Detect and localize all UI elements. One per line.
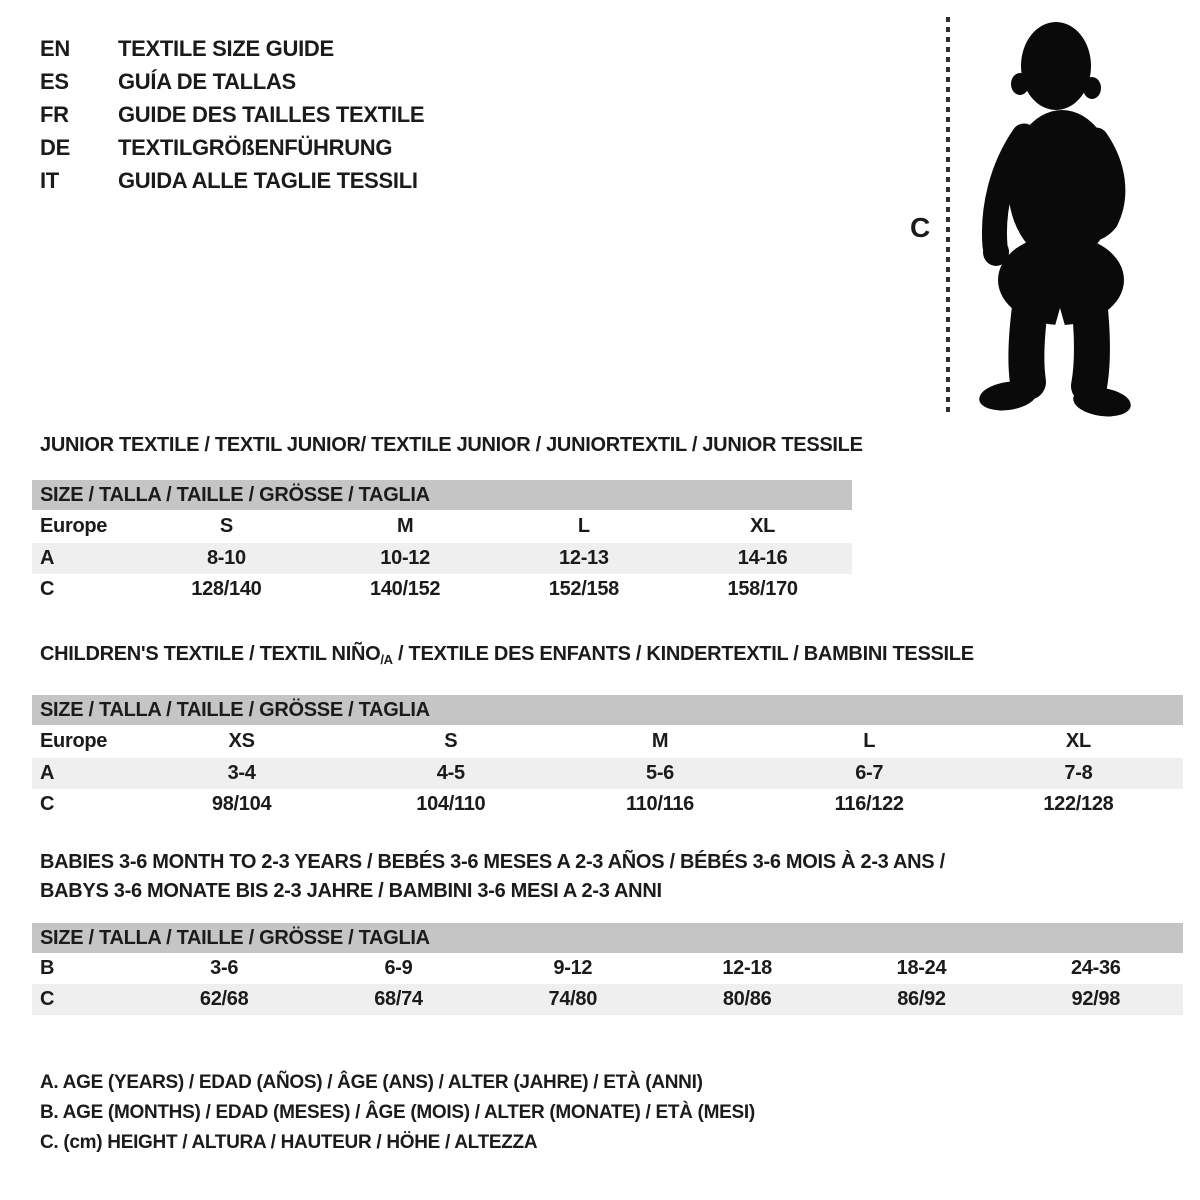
language-row	[40, 131, 424, 164]
section-heading: JUNIOR TEXTILE / TEXTIL JUNIOR/ TEXTILE JUNIOR / JUNIORTEXTIL / JUNIOR TESSILE	[40, 434, 863, 456]
size-cell: XS	[228, 730, 255, 752]
row-label: A	[40, 762, 55, 784]
row-label: A	[40, 547, 55, 569]
value-cell: 68/74	[374, 988, 423, 1010]
value-cell: 98/104	[211, 793, 272, 815]
heading-post: / TEXTILE DES ENFANTS / KINDERTEXTIL / BAMBINI TESSILE	[392, 643, 974, 665]
language-list	[40, 32, 424, 197]
size-cell: XL	[1065, 730, 1091, 752]
language-code: FR	[40, 101, 69, 127]
language-title: GUÍA DE TALLAS	[118, 68, 296, 94]
size-bar: SIZE / TALLA / TAILLE / GRÖSSE / TAGLIA	[32, 923, 1183, 953]
section-junior	[32, 434, 863, 605]
toddler-silhouette-icon	[968, 18, 1138, 418]
height-measure-dashed-line	[946, 17, 950, 415]
value-cell: 80/86	[722, 988, 772, 1010]
value-cell: 6-7	[855, 762, 884, 784]
value-cell: 18-24	[896, 957, 947, 979]
value-cell: 10-12	[380, 547, 430, 569]
table-row	[32, 543, 852, 574]
row-label: Europe	[40, 515, 108, 537]
size-cell: L	[863, 730, 876, 752]
value-cell: 74/80	[548, 988, 598, 1010]
size-table	[32, 923, 1183, 1015]
legend-line-b: B. AGE (MONTHS) / EDAD (MESES) / ÂGE (MOIS) / ALTER (MONATE) / ETÀ (MESI)	[40, 1102, 755, 1123]
value-cell: 8-10	[206, 547, 246, 569]
value-cell: 5-6	[646, 762, 675, 784]
language-title: TEXTILE SIZE GUIDE	[118, 35, 334, 61]
language-code: ES	[40, 68, 69, 94]
language-row	[40, 65, 424, 98]
row-label: C	[40, 988, 55, 1010]
value-cell: 14-16	[737, 547, 788, 569]
section-heading	[40, 643, 1183, 671]
size-bar: SIZE / TALLA / TAILLE / GRÖSSE / TAGLIA	[32, 480, 852, 510]
row-label: C	[40, 793, 55, 815]
measure-label-c: C	[910, 212, 930, 243]
table-row	[32, 574, 852, 605]
value-cell: 110/116	[626, 793, 694, 815]
value-cell: 9-12	[553, 957, 593, 979]
value-cell: 3-6	[210, 957, 239, 979]
size-bar: SIZE / TALLA / TAILLE / GRÖSSE / TAGLIA	[32, 695, 1183, 725]
row-label: B	[40, 957, 55, 979]
language-title: GUIDA ALLE TAGLIE TESSILI	[118, 167, 418, 193]
size-table	[32, 480, 852, 605]
language-code: IT	[40, 167, 59, 193]
value-cell: 3-4	[227, 762, 256, 784]
language-code: DE	[40, 134, 70, 160]
row-label: Europe	[40, 730, 108, 752]
section-heading	[40, 848, 1183, 906]
language-title: TEXTILGRÖßENFÜHRUNG	[118, 134, 393, 160]
table-row	[32, 758, 1183, 789]
heading-pre: CHILDREN'S TEXTILE / TEXTIL NIÑO	[40, 643, 381, 665]
value-cell: 104/110	[416, 793, 486, 815]
size-cell: L	[577, 515, 590, 537]
value-cell: 140/152	[370, 578, 441, 600]
heading-sub: /A	[380, 652, 393, 667]
value-cell: 128/140	[191, 578, 262, 600]
table-row	[32, 984, 1183, 1015]
value-cell: 12-18	[722, 957, 772, 979]
value-cell: 116/122	[834, 793, 904, 815]
value-cell: 6-9	[384, 957, 413, 979]
value-cell: 4-5	[436, 762, 465, 784]
legend-line-a: A. AGE (YEARS) / EDAD (AÑOS) / ÂGE (ANS) / ALTER (JAHRE) / ETÀ (ANNI)	[40, 1072, 703, 1093]
size-cell: M	[396, 515, 414, 537]
size-cell: S	[444, 730, 458, 752]
language-title: GUIDE DES TAILLES TEXTILE	[118, 101, 425, 127]
language-row	[40, 98, 424, 131]
legend-line-c: C. (cm) HEIGHT / ALTURA / HAUTEUR / HÖHE / ALTEZZA	[40, 1132, 538, 1153]
table-header-row	[32, 510, 852, 543]
size-cell: M	[651, 730, 669, 752]
language-code: EN	[40, 35, 70, 61]
value-cell: 122/128	[1043, 793, 1114, 815]
legend	[40, 1068, 755, 1158]
value-cell: 92/98	[1071, 988, 1121, 1010]
value-cell: 7-8	[1064, 762, 1093, 784]
value-cell: 158/170	[727, 578, 798, 600]
value-cell: 12-13	[559, 547, 609, 569]
value-cell: 152/158	[548, 578, 619, 600]
language-row	[40, 164, 424, 197]
value-cell: 62/68	[199, 988, 249, 1010]
value-cell: 86/92	[897, 988, 946, 1010]
table-row	[32, 789, 1183, 820]
size-table	[32, 695, 1183, 820]
size-cell: XL	[750, 515, 776, 537]
size-cell: S	[219, 515, 233, 537]
row-label: C	[40, 578, 55, 600]
heading-line: BABYS 3-6 MONATE BIS 2-3 JAHRE / BAMBINI 3-6 MESI A 2-3 ANNI	[40, 880, 662, 902]
heading-line: BABIES 3-6 MONTH TO 2-3 YEARS / BEBÉS 3-6 MESES A 2-3 AÑOS / BÉBÉS 3-6 MOIS À 2-3 ANS /	[40, 851, 945, 873]
language-row	[40, 32, 424, 65]
section-babies	[32, 848, 1183, 1015]
table-row	[32, 953, 1183, 984]
table-header-row	[32, 725, 1183, 758]
section-children	[32, 643, 1183, 820]
value-cell: 24-36	[1070, 957, 1121, 979]
